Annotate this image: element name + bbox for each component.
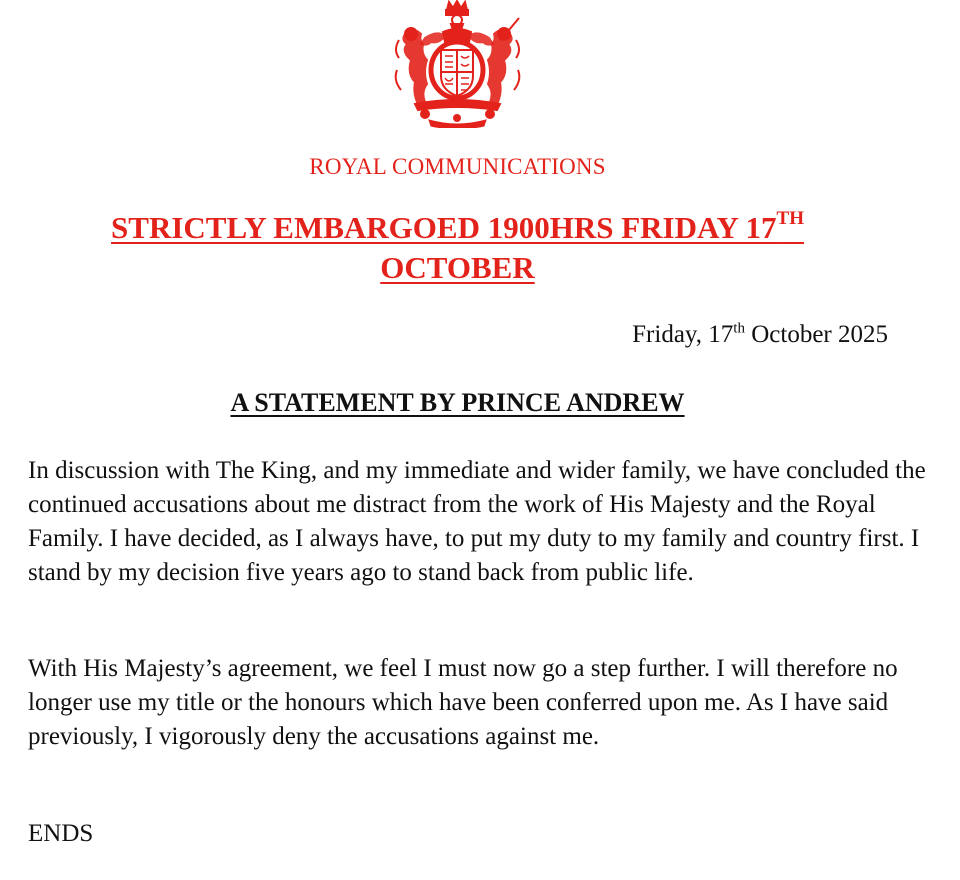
date-ordinal: th <box>733 320 745 337</box>
ends-marker: ENDS <box>28 820 94 847</box>
embargo-ordinal: TH <box>776 207 804 229</box>
unicorn-supporter-icon <box>488 18 519 102</box>
embargo-line-1: STRICTLY EMBARGOED 1900HRS FRIDAY 17TH <box>111 207 804 245</box>
lion-supporter-icon <box>396 28 427 102</box>
embargo-notice <box>0 208 915 288</box>
statement-paragraph-1: In discussion with The King, and my immediate and wider family, we have concluded the continued accusations about me distract from the work of His Majesty and the Royal Family. I have decided, as I always have, to put my duty to my family and country first. I stand by my decision five years ago to stand back from public life. <box>28 457 926 586</box>
statement-title: A STATEMENT BY PRINCE ANDREW <box>230 388 685 417</box>
statement-date: Friday, 17th October 2025 <box>632 320 888 348</box>
royal-coat-of-arms-icon <box>385 0 530 128</box>
royal-communications-label: ROYAL COMMUNICATIONS <box>309 154 606 179</box>
statement-paragraph-2: With His Majesty’s agreement, we feel I must now go a step further. I will therefore no longer use my title or the honours which have been conferred upon me. As I have said previously, I vigorously deny the accusations against me. <box>28 655 898 750</box>
embargo-line-2: OCTOBER <box>380 250 535 285</box>
crown-icon <box>446 1 468 30</box>
